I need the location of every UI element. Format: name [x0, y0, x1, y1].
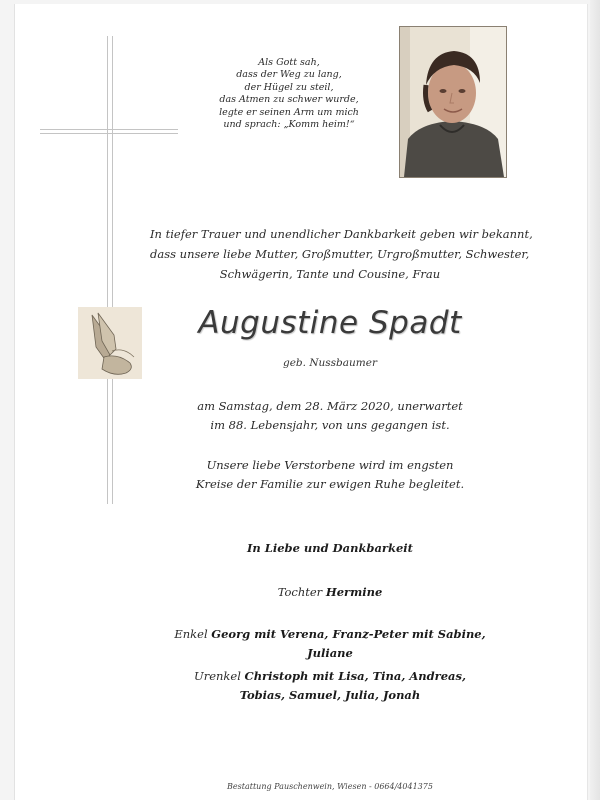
praying-hands-icon [78, 307, 142, 379]
daughter-label: Tochter [277, 585, 326, 599]
poem-line: das Atmen zu schwer wurde, [219, 94, 359, 106]
closing-line: In Liebe und Dankbarkeit [247, 541, 413, 555]
family-grandchildren [150, 625, 510, 663]
great-grandchildren-names-2: Tobias, Samuel, Julia, Jonah [239, 688, 421, 702]
funeral-home-footer: Bestattung Pauschenwein, Wiesen - 0664/4041375 [227, 782, 433, 791]
portrait-photo [399, 26, 507, 178]
poem-line: der Hügel zu steil, [244, 81, 334, 93]
deceased-name: Augustine Spadt [198, 305, 462, 341]
poem [200, 57, 378, 131]
daughter-names: Hermine [325, 585, 383, 599]
announcement-intro [150, 224, 533, 284]
family-great-grandchildren [150, 667, 510, 705]
death-line: im 88. Lebensjahr, von uns gegangen ist. [210, 418, 450, 432]
cross-vertical-bar [107, 36, 113, 504]
burial-notice [150, 456, 510, 494]
intro-line: Schwägerin, Tante und Cousine, Frau [219, 267, 441, 281]
intro-line: dass unsere liebe Mutter, Großmutter, Urgroßmutter, Schwester, [150, 247, 530, 261]
death-line: am Samstag, dem 28. März 2020, unerwartet [197, 399, 463, 413]
burial-line: Kreise der Familie zur ewigen Ruhe begleitet. [195, 477, 465, 491]
poem-line: und sprach: „Komm heim!“ [223, 119, 355, 131]
burial-line: Unsere liebe Verstorbene wird im engsten [206, 458, 454, 472]
cross-horizontal-bar [40, 129, 178, 134]
maiden-name: geb. Nussbaumer [283, 357, 377, 369]
poem-line: legte er seinen Arm um mich [219, 106, 359, 118]
grandchildren-names: Georg mit Verena, Franz-Peter mit Sabine, Juliane [211, 627, 486, 660]
intro-line: In tiefer Trauer und unendlicher Dankbarkeit geben wir bekannt, [150, 227, 533, 241]
great-grandchildren-names-1: Christoph mit Lisa, Tina, Andreas, [244, 669, 466, 683]
grandchildren-label: Enkel [174, 627, 212, 641]
page-edge [590, 0, 600, 800]
poem-line: dass der Weg zu lang, [236, 69, 342, 81]
great-grandchildren-label: Urenkel [194, 669, 245, 683]
poem-line: Als Gott sah, [258, 57, 320, 68]
death-notice [150, 397, 510, 435]
family-daughter [150, 583, 510, 602]
